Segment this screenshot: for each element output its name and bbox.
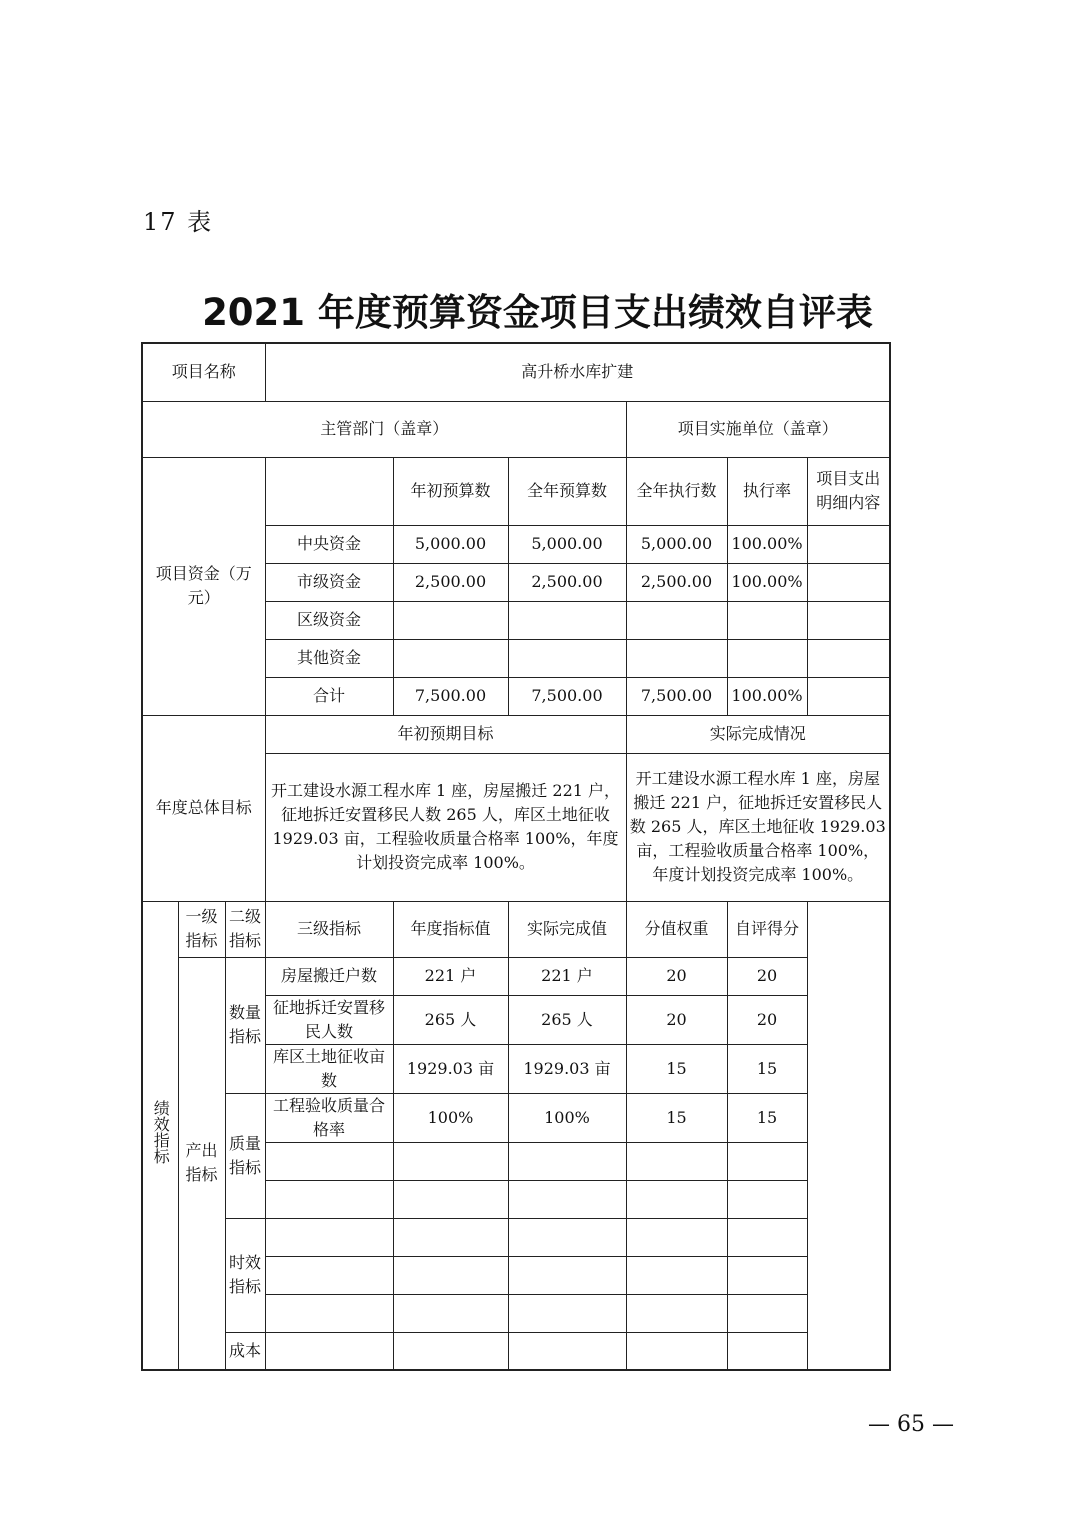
- indicator-target: 221 户: [393, 957, 508, 995]
- performance-table: [141, 342, 891, 1371]
- fund-annual: 5,000.00: [508, 525, 626, 563]
- indicator-name: 工程验收质量合格率: [265, 1093, 393, 1142]
- empty-indicator-row: [142, 1218, 890, 1256]
- fund-name: 其他资金: [265, 639, 393, 677]
- indicator-score: 15: [727, 1093, 807, 1142]
- indicator-weight: 15: [626, 1093, 727, 1142]
- header-weight: 分值权重: [626, 901, 727, 957]
- funds-header-detail: 项目支出明细内容: [807, 457, 890, 525]
- goals-label: 年度总体目标: [142, 715, 265, 901]
- header-actual: 实际完成值: [508, 901, 626, 957]
- quantity-indicator-label: 数量指标: [225, 957, 265, 1093]
- fund-initial: 2,500.00: [393, 563, 508, 601]
- empty-indicator-row: [142, 1332, 890, 1370]
- funds-header-annual: 全年预算数: [508, 457, 626, 525]
- output-indicator-label: 产出指标: [178, 957, 225, 1370]
- fund-name: 中央资金: [265, 525, 393, 563]
- indicator-actual: 265 人: [508, 995, 626, 1044]
- fund-rate: 100.00%: [727, 677, 807, 715]
- timeliness-indicator-label: 时效指标: [225, 1218, 265, 1332]
- header-level3: 三级指标: [265, 901, 393, 957]
- fund-detail: [807, 601, 890, 639]
- quality-indicator-label: 质量指标: [225, 1093, 265, 1218]
- indicator-score: 20: [727, 957, 807, 995]
- fund-detail: [807, 525, 890, 563]
- goals-expected-text: 开工建设水源工程水库 1 座，房屋搬迁 221 户，征地拆迁安置移民人数 265 人，库区土地征收 1929.03 亩，工程验收质量合格率 100%，年度计划投资完成率 100%。: [265, 753, 626, 901]
- goals-actual-text: 开工建设水源工程水库 1 座，房屋搬迁 221 户，征地拆迁安置移民人数 265 人，库区土地征收 1929.03 亩，工程验收质量合格率 100%，年度计划投资完成率 100%。: [626, 753, 890, 901]
- fund-detail: [807, 639, 890, 677]
- header-level2: 二级指标: [225, 901, 265, 957]
- fund-rate: 100.00%: [727, 525, 807, 563]
- indicators-label-text: 绩效指标: [151, 1099, 171, 1164]
- fund-annual: 7,500.00: [508, 677, 626, 715]
- fund-name: 市级资金: [265, 563, 393, 601]
- supervisor-label: 主管部门（盖章）: [142, 401, 626, 457]
- indicator-target: 1929.03 亩: [393, 1044, 508, 1093]
- goals-actual-header: 实际完成情况: [626, 715, 890, 753]
- goals-expected-header: 年初预期目标: [265, 715, 626, 753]
- document-title: 2021 年度预算资金项目支出绩效自评表: [202, 291, 873, 334]
- funds-header-executed: 全年执行数: [626, 457, 727, 525]
- fund-executed: 7,500.00: [626, 677, 727, 715]
- fund-annual: [508, 639, 626, 677]
- fund-initial: [393, 639, 508, 677]
- header-level1: 一级指标: [178, 901, 225, 957]
- indicator-target: 100%: [393, 1093, 508, 1142]
- fund-initial: [393, 601, 508, 639]
- fund-annual: [508, 601, 626, 639]
- funds-header-rate: 执行率: [727, 457, 807, 525]
- fund-executed: [626, 601, 727, 639]
- indicator-weight: 20: [626, 957, 727, 995]
- indicator-score: 20: [727, 995, 807, 1044]
- fund-rate: 100.00%: [727, 563, 807, 601]
- indicator-actual: 1929.03 亩: [508, 1044, 626, 1093]
- indicator-actual: 100%: [508, 1093, 626, 1142]
- fund-annual: 2,500.00: [508, 563, 626, 601]
- page-number: — 65 —: [868, 1412, 954, 1437]
- indicator-name: 库区土地征收亩数: [265, 1044, 393, 1093]
- funds-header-blank: [265, 457, 393, 525]
- project-name-label: 项目名称: [142, 343, 265, 401]
- fund-name: 合计: [265, 677, 393, 715]
- project-name-value: 高升桥水库扩建: [265, 343, 890, 401]
- fund-executed: [626, 639, 727, 677]
- fund-detail: [807, 677, 890, 715]
- fund-rate: [727, 639, 807, 677]
- indicator-weight: 15: [626, 1044, 727, 1093]
- fund-executed: 5,000.00: [626, 525, 727, 563]
- indicators-label: [142, 901, 178, 1370]
- indicator-name: 房屋搬迁户数: [265, 957, 393, 995]
- header-score: 自评得分: [727, 901, 807, 957]
- fund-name: 区级资金: [265, 601, 393, 639]
- funds-label: 项目资金（万元）: [142, 457, 265, 715]
- indicator-weight: 20: [626, 995, 727, 1044]
- implementer-label: 项目实施单位（盖章）: [626, 401, 890, 457]
- indicator-row: [142, 1093, 890, 1142]
- indicator-score: 15: [727, 1044, 807, 1093]
- fund-rate: [727, 601, 807, 639]
- fund-initial: 5,000.00: [393, 525, 508, 563]
- fund-detail: [807, 563, 890, 601]
- indicator-name: 征地拆迁安置移民人数: [265, 995, 393, 1044]
- fund-initial: 7,500.00: [393, 677, 508, 715]
- cost-indicator-label: 成本: [225, 1332, 265, 1370]
- form-number: 17 表: [143, 208, 214, 236]
- indicator-actual: 221 户: [508, 957, 626, 995]
- header-target: 年度指标值: [393, 901, 508, 957]
- funds-header-initial: 年初预算数: [393, 457, 508, 525]
- indicator-row: [142, 957, 890, 995]
- fund-executed: 2,500.00: [626, 563, 727, 601]
- indicator-target: 265 人: [393, 995, 508, 1044]
